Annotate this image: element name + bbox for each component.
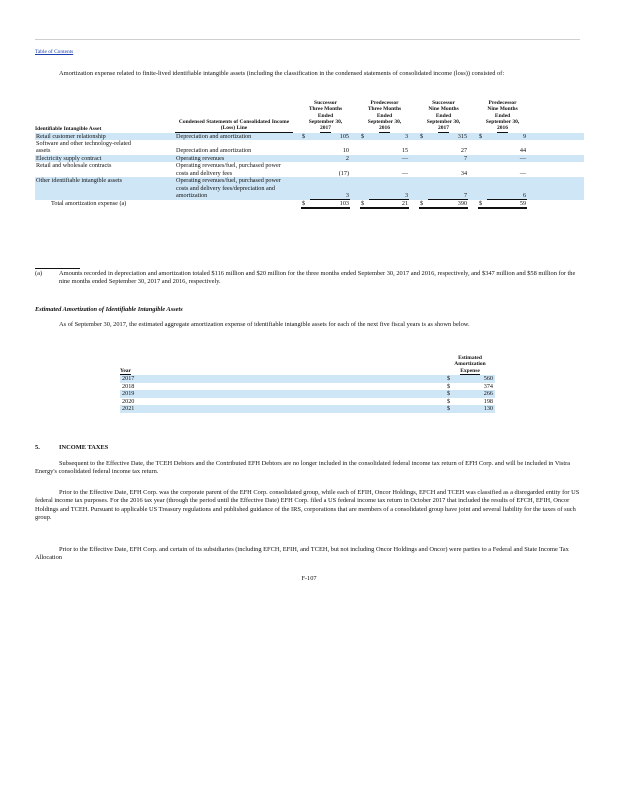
section-number: 5.	[35, 444, 40, 451]
table-row: 2017 $ 560	[122, 374, 493, 382]
footnote-text: Amounts recorded in depreciation and amortization totaled $116 million and $20 million for the three months ended September 30, 2017 and 2016, respectively, and $347 million and $58 million for the nine months ended September 30, 2017 and 2016, respectively.	[59, 270, 576, 286]
table-of-contents-link[interactable]: Table of Contents	[35, 49, 74, 55]
section-subheading: Estimated Amortization of Identifiable Intangible Assets	[35, 306, 183, 313]
table-row: 2019 $ 266	[122, 390, 493, 398]
table-row: 2020 $ 198	[122, 397, 493, 405]
table-row: 2018 $ 374	[122, 382, 493, 390]
table-row: 2021 $ 130	[122, 405, 493, 413]
table-row: Electricity supply contract Operating revenues 2 — 7 —	[35, 155, 584, 162]
footnote-rule	[35, 268, 80, 269]
amortization-table	[35, 100, 584, 209]
col-header-period-3: Successor Nine Months Ended September 30, 2017	[426, 100, 461, 132]
col-header-period-2: Predecessor Three Months Ended September 30, 2016	[367, 100, 402, 132]
top-rule	[35, 39, 580, 40]
col-header-period-4: Predecessor Nine Months Ended September 30, 2016	[485, 100, 520, 132]
estimated-amortization-table	[120, 355, 495, 413]
table-row: Retail customer relationship Depreciation and amortization $ 105 $ 3 $ 315 $ 9	[35, 133, 584, 140]
col-header-asset: Identifiable Intangible Asset	[35, 126, 102, 133]
col-header-period-1: Successor Three Months Ended September 30, 2017	[308, 100, 343, 132]
estimate-intro-paragraph: As of September 30, 2017, the estimated aggregate amortization expense of identifiable intangible assets for each of the next five fiscal years is as shown below.	[59, 321, 470, 328]
section-title: INCOME TAXES	[59, 444, 109, 451]
intro-paragraph: Amortization expense related to finite-lived identifiable intangible assets (including the classification in the condensed statements of consolidated income (loss)) consisted of:	[59, 70, 505, 77]
table-row-total: Total amortization expense (a) $ 103 $ 21 $ 390 $ 59	[51, 199, 527, 207]
paragraph-1: Subsequent to the Effective Date, the TCEH Debtors and the Contributed EFH Debtors are no longer included in the consolidated federal income tax return of EFH Corp. and will be included in Vistra Energy's consolidated federal income tax return.	[35, 460, 571, 476]
col-header-year: Year	[120, 367, 131, 374]
col-header-estimated-expense: Estimated Amortization Expense	[454, 355, 486, 374]
col-header-line: Condensed Statements of Consolidated Income (Loss) Line	[175, 100, 293, 133]
paragraph-3: Prior to the Effective Date, EFH Corp. and certain of its subsidiaries (including EFCH, EFIH, and TCEH, but not including Oncor Holdings and Oncor) were parties to a Federal and State Income Tax Allocation	[35, 546, 569, 562]
page-number: F-107	[301, 575, 317, 582]
paragraph-2: Prior to the Effective Date, EFH Corp. was the corporate parent of the EFH Corp. consolidated group, while each of EFIH, Oncor Holdings, EFCH and TCEH was classified as a disregarded entity for US federal income tax purposes. For the 2016 tax year (through the period until the Effective Date) EFH Corp. filed a US federal income tax return in October 2017 that included the results of EFCH, EFIH, Oncor Holdings and TCEH. Pursuant to applicable US Treasury regulations and published guidance of the IRS, corporations that are members of a consolidated group have joint and several liability for the taxes of such group.	[35, 489, 580, 522]
table-row: Retail and wholesale contracts Operating revenues/fuel, purchased power costs and delivery fees (17) — 34 —	[36, 162, 527, 177]
table-row: Other identifiable intangible assets Operating revenues/fuel, purchased power costs and delivery fees/depreciation and amortization 3 3 7 6	[35, 177, 584, 199]
table-row: Software and other technology-related assets Depreciation and amortization 10 15 27 44	[36, 140, 527, 155]
footnote-marker: (a)	[35, 270, 43, 277]
